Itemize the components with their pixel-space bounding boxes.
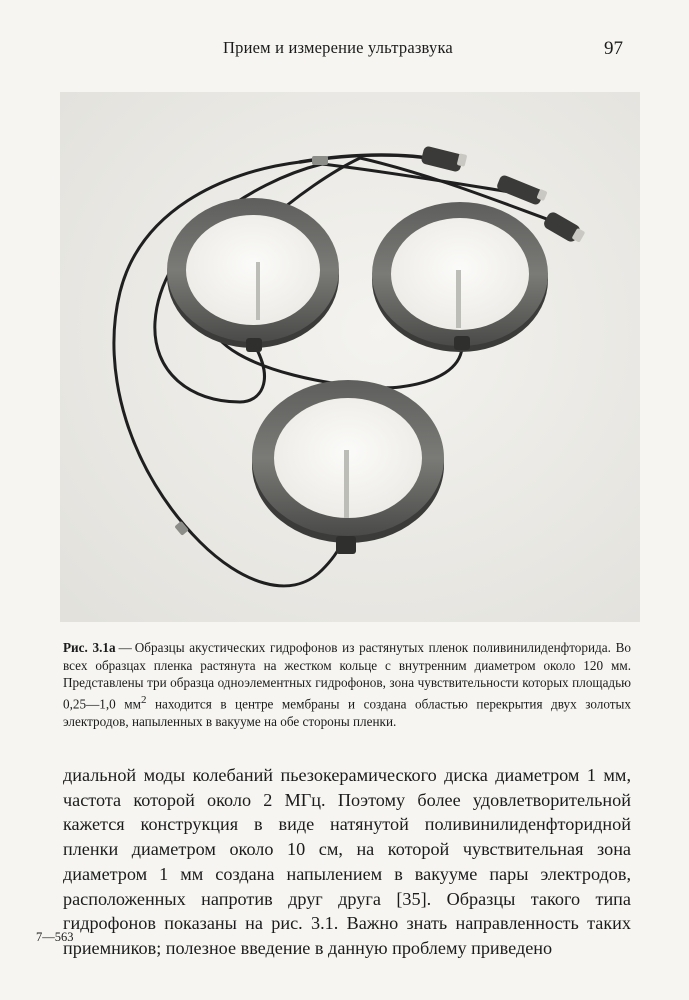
figure-label: Рис. 3.1а — [63, 640, 116, 655]
caption-text-part2: находится в центре мембраны и создана областью перекрытия двух золотых электродов, напыленных в вакууме на обе стороны пленки. — [63, 696, 631, 729]
page-number: 97 — [604, 38, 623, 59]
caption-superscript: 2 — [140, 693, 147, 706]
figure-caption — [63, 639, 631, 730]
hydrophone-photo — [60, 92, 640, 622]
hydrophone-photo-illustration — [60, 92, 640, 622]
caption-text-part1: Образцы акустических гидрофонов из растянутых пленок поливинилиденфторида. Во всех образцах пленка растянута на жестком кольце с внутренним диаметром около 120 мм. Представлены три образца одноэлементных гидрофонов, зона чувствительности которых площадью 0,25—1,0 мм — [63, 640, 631, 712]
signature-mark: 7—563 — [36, 930, 74, 944]
caption-separator: — — [118, 640, 132, 655]
body-paragraph: диальной моды колебаний пьезокерамического диска диаметром 1 мм, частота которой около 2 МГц. Поэтому более удовлетворительной кажется конструкция в виде натянутой поливинилиденфторидной пленки диаметром около 10 см, на которой чувствительная зона диаметром 1 мм создана напылением в вакууме пары электродов, расположенных напротив друг друга [35]. Образцы такого типа гидрофонов показаны на рис. 3.1. Важно знать направленность таких приемников; полезное введение в данную проблему приведено — [63, 765, 631, 958]
running-title: Прием и измерение ультразвука — [223, 38, 453, 57]
